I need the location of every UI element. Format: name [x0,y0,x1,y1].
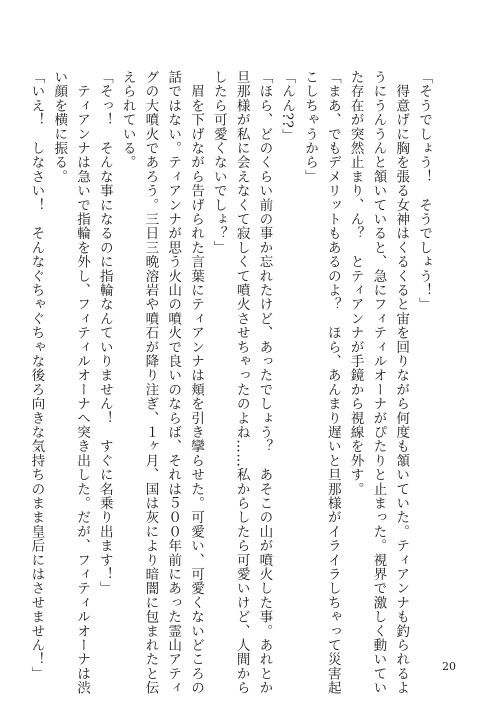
text-line: 旦那様が私に会えなくて寂しくて噴火させちゃったのよね……私からしたら可愛いけど、人間から [233,70,250,695]
text-line: 「そっ！ そんな事になるのに指輪なんていりません！ すぐに名乗り出ます！」 [96,70,113,596]
text-line: したら可愛くないでしょ？」 [210,70,227,255]
body-text [28,70,435,695]
text-line: 得意げに胸を張る女神はくるくると宙を回りながら何度も頷いていた。ティアンナも釣られるよ [393,70,410,695]
text-line: た存在が突然止まり、ん？ とティアンナが手鏡から視線を外す。 [347,70,364,496]
text-line: 眉を下げながら告げられた言葉にティアンナは頬を引き攣らせた。可愛い、可愛くないどころの [188,70,205,695]
text-line: 話ではない。ティアンナが思う火山の噴火で良いのならば、それは５００年前にあった霊山アティ [165,70,182,695]
text-line: 「そうでしょう！ そうでしょう！」 [416,70,432,312]
page-number: 20 [442,660,456,673]
text-line: 「いえ！ しなさい！ そんなぐちゃぐちゃな後ろ向きな気持ちのまま皇后にはさせません！」 [28,70,45,681]
text-line: ティアンナは急いで指輪を外し、フィティルオーナへ突き出した。だが、フィティルオーナは渋 [74,70,91,695]
text-line: 「まあ、でもデメリットもあるのよ？ ほら、あんまり遅いと旦那様がイライラしちゃって災害起 [324,70,341,695]
text-line: こしちゃうから」 [302,70,319,184]
text-line: グの大噴火であろう。三日三晩溶岩や噴石が降り注ぎ、１ヶ月、国は灰により暗闇に包まれたと伝 [142,70,159,695]
text-line: うにうんうんと頷いていると、急にフィティルオーナがぴたりと止まった。視界で激しく動いてい [370,70,387,695]
text-line: 「んん??」 [279,70,296,143]
text-line: い顔を横に振る。 [51,70,68,184]
text-line: 「ほら、どのくらい前の事か忘れたけど、あったでしょう？ あそこの山が噴火した事。あれとか [256,70,273,695]
text-line: えられている。 [119,70,136,170]
